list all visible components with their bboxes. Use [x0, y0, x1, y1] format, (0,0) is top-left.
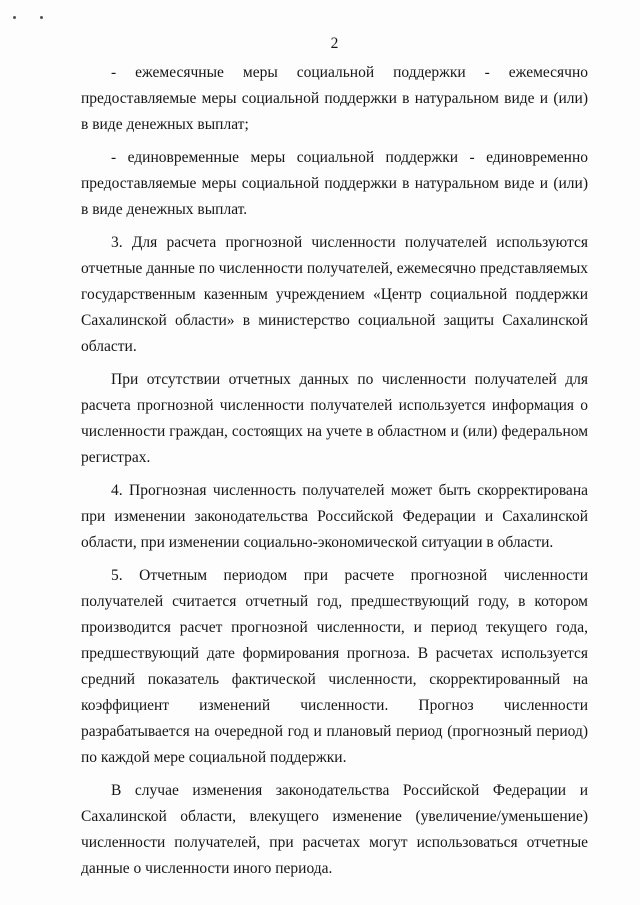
scan-speck	[40, 16, 43, 19]
clause-5: 5. Отчетным периодом при расчете прогнозной численности получателей считается отчетный год, предшествующий году, в котором производится расчет прогнозной численности, и период текущего года, предшествующий дате формирования прогноза. В расчетах используется средний показатель фактической численности, скорректированный на коэффициент изменений численности. Прогноз численности разрабатывается на очередной год и плановый период (прогнозный период) по каждой мере социальной поддержки.	[81, 567, 588, 766]
clause-3-continuation: При отсутствии отчетных данных по численности получателей для расчета прогнозной численности получателей используется информация о численности граждан, состоящих на учете в областном и (или) федеральном регистрах.	[81, 371, 588, 466]
list-item-one-time: - единовременные меры социальной поддержки - единовременно предоставляемые меры социальной поддержки в натуральном виде и (или) в виде денежных выплат.	[81, 149, 588, 218]
clause-5-continuation: В случае изменения законодательства Российской Федерации и Сахалинской области, влекущего изменение (увеличение/уменьшение) численности получателей, при расчетах могут использоваться отчетные данные о численности иного периода.	[81, 782, 588, 877]
clause-4: 4. Прогнозная численность получателей может быть скорректирована при изменении законодательства Российской Федерации и Сахалинской области, при изменении социально-экономической ситуации в области.	[81, 482, 588, 551]
clause-3: 3. Для расчета прогнозной численности получателей используются отчетные данные по численности получателей, ежемесячно представляемых государственным казенным учреждением «Центр социальной поддержки Сахалинской области» в министерство социальной защиты Сахалинской области.	[81, 234, 588, 355]
scan-speck	[13, 16, 16, 19]
list-item-monthly: - ежемесячные меры социальной поддержки - ежемесячно предоставляемые меры социальной поддержки в натуральном виде и (или) в виде денежных выплат;	[81, 64, 588, 133]
page-number: 2	[330, 35, 339, 52]
